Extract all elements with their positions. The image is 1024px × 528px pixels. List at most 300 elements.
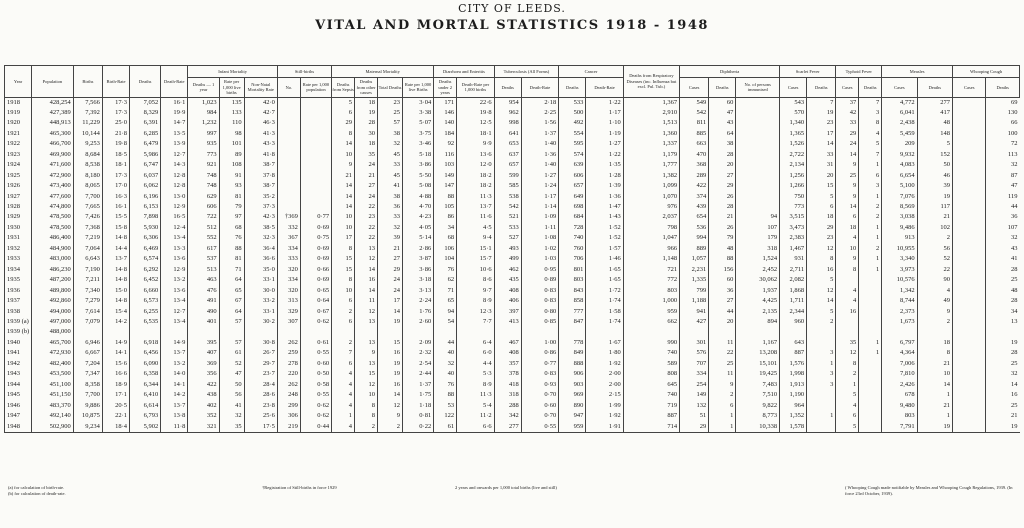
table-cell: 778 bbox=[559, 338, 586, 348]
table-cell: 21 bbox=[709, 212, 736, 222]
table-cell: 332 bbox=[277, 223, 300, 233]
table-cell: 606 bbox=[559, 171, 586, 181]
table-cell: 1,524 bbox=[736, 254, 780, 264]
table-cell: 3,973 bbox=[882, 265, 917, 275]
table-cell: 88 bbox=[434, 390, 457, 400]
table-cell: 13 bbox=[355, 359, 378, 369]
column-header: Non-Natal Mortality Rate bbox=[244, 78, 277, 98]
table-cell: 3·86 bbox=[402, 265, 433, 275]
table-cell bbox=[953, 327, 986, 337]
table-cell: 2·00 bbox=[586, 380, 624, 390]
table-cell: 41 bbox=[377, 181, 402, 191]
table-cell: 1948 bbox=[5, 422, 32, 433]
table-cell: 16 bbox=[836, 307, 859, 317]
table-cell: 2,134 bbox=[780, 160, 807, 170]
table-cell: 451,100 bbox=[32, 380, 74, 390]
table-cell: 289 bbox=[680, 171, 709, 181]
table-cell: 1927 bbox=[5, 192, 32, 202]
table-cell: 2 bbox=[917, 233, 952, 243]
table-cell: 1923 bbox=[5, 150, 32, 160]
table-cell: 0·70 bbox=[521, 390, 559, 400]
table-cell: 976 bbox=[623, 202, 679, 212]
table-cell: 24 bbox=[377, 286, 402, 296]
table-cell: 43 bbox=[709, 118, 736, 128]
table-cell: 8,684 bbox=[73, 150, 102, 160]
table-cell: 9,886 bbox=[73, 401, 102, 411]
table-cell: 486,400 bbox=[32, 233, 74, 243]
table-cell: 68 bbox=[219, 223, 244, 233]
table-cell: 2,135 bbox=[736, 307, 780, 317]
table-cell: 10,875 bbox=[73, 411, 102, 421]
table-cell: 5·07 bbox=[402, 118, 433, 128]
table-cell: 47 bbox=[986, 181, 1020, 191]
table-cell: 0·61 bbox=[300, 338, 331, 348]
table-cell: 1928 bbox=[5, 202, 32, 212]
table-cell: 4 bbox=[332, 380, 355, 390]
table-cell: 2 bbox=[332, 338, 355, 348]
table-cell: 1919 bbox=[5, 108, 32, 118]
table-cell: 8 bbox=[355, 401, 378, 411]
table-cell: 7,347 bbox=[73, 369, 102, 379]
table-cell: 262 bbox=[277, 338, 300, 348]
table-cell: 342 bbox=[494, 411, 521, 421]
table-cell: 8,329 bbox=[130, 108, 161, 118]
table-cell: 0·60 bbox=[300, 359, 331, 369]
table-cell bbox=[300, 327, 331, 337]
table-cell: 13·4 bbox=[161, 233, 188, 243]
table-cell: 8·9 bbox=[457, 380, 495, 390]
table-cell bbox=[680, 327, 709, 337]
table-cell: 1,266 bbox=[780, 181, 807, 191]
table-cell: 969 bbox=[559, 390, 586, 400]
table-cell: 41 bbox=[986, 254, 1020, 264]
table-cell: 3·86 bbox=[402, 160, 433, 170]
table-cell: 25·0 bbox=[102, 118, 129, 128]
table-cell: 352 bbox=[188, 411, 219, 421]
table-row bbox=[5, 108, 1020, 118]
table-cell: 474,800 bbox=[32, 202, 74, 212]
table-cell: 2·15 bbox=[586, 390, 624, 400]
table-cell: 15,101 bbox=[736, 359, 780, 369]
table-cell: 8,358 bbox=[73, 380, 102, 390]
table-cell bbox=[859, 401, 882, 411]
table-cell: 147 bbox=[434, 181, 457, 191]
table-cell: 499 bbox=[494, 254, 521, 264]
table-cell: 427,389 bbox=[32, 108, 74, 118]
column-header: Deaths bbox=[559, 78, 586, 98]
table-cell: 921 bbox=[188, 160, 219, 170]
table-cell: 1·92 bbox=[586, 411, 624, 421]
table-cell: 1·19 bbox=[586, 129, 624, 139]
table-cell: 14 bbox=[836, 202, 859, 212]
table-cell: 38 bbox=[377, 129, 402, 139]
table-cell: 554 bbox=[559, 129, 586, 139]
table-cell: 22 bbox=[917, 265, 952, 275]
table-cell: 65 bbox=[434, 296, 457, 306]
table-cell: 684 bbox=[559, 212, 586, 222]
table-cell: 14·8 bbox=[102, 233, 129, 243]
table-cell bbox=[102, 327, 129, 337]
table-cell: 0·60 bbox=[521, 401, 559, 411]
table-cell: 299 bbox=[277, 401, 300, 411]
table-cell: 20·5 bbox=[102, 401, 129, 411]
table-cell bbox=[277, 327, 300, 337]
table-cell: 533 bbox=[559, 97, 586, 108]
table-cell: 30·2 bbox=[244, 317, 277, 327]
table-cell: 9·4 bbox=[457, 233, 495, 243]
table-cell: 9 bbox=[917, 307, 952, 317]
column-header: Deaths bbox=[494, 78, 521, 98]
table-cell: 417 bbox=[917, 108, 952, 118]
table-cell: 1,578 bbox=[780, 422, 807, 433]
table-cell: 6,255 bbox=[130, 307, 161, 317]
table-cell bbox=[953, 411, 986, 421]
table-cell: 97 bbox=[219, 212, 244, 222]
table-cell bbox=[859, 286, 882, 296]
table-cell: 1 bbox=[709, 422, 736, 433]
table-cell: 46·3 bbox=[244, 118, 277, 128]
table-cell: 0·67 bbox=[300, 307, 331, 317]
table-cell: 1938 bbox=[5, 307, 32, 317]
table-cell: 9,480 bbox=[882, 401, 917, 411]
table-cell bbox=[953, 307, 986, 317]
table-cell: 1930 bbox=[5, 223, 32, 233]
table-cell: 453,500 bbox=[32, 369, 74, 379]
table-cell: 60 bbox=[709, 275, 736, 285]
table-cell: 45 bbox=[377, 171, 402, 181]
table-cell: 35·0 bbox=[244, 265, 277, 275]
table-cell: 639 bbox=[559, 160, 586, 170]
table-cell: 1 bbox=[859, 265, 882, 275]
table-cell: 847 bbox=[559, 317, 586, 327]
table-cell: 19 bbox=[807, 108, 836, 118]
table-row bbox=[5, 338, 1020, 348]
table-cell: 25·6 bbox=[244, 411, 277, 421]
table-cell: 2·54 bbox=[402, 359, 433, 369]
table-cell: 14 bbox=[332, 202, 355, 212]
table-cell: 14 bbox=[836, 150, 859, 160]
table-cell: 15 bbox=[355, 369, 378, 379]
table-cell: 5·14 bbox=[402, 233, 433, 243]
table-cell: 334 bbox=[277, 275, 300, 285]
table-cell: 728 bbox=[559, 223, 586, 233]
table-cell: 71 bbox=[434, 286, 457, 296]
table-cell: 29 bbox=[332, 118, 355, 128]
table-cell: 28·4 bbox=[244, 380, 277, 390]
table-cell: 4 bbox=[836, 233, 859, 243]
table-cell bbox=[953, 317, 986, 327]
table-cell: 6,667 bbox=[73, 348, 102, 358]
table-cell: 21 bbox=[917, 401, 952, 411]
table-cell: 28 bbox=[986, 265, 1020, 275]
table-cell: 552 bbox=[188, 233, 219, 243]
table-cell bbox=[953, 296, 986, 306]
table-cell: 599 bbox=[494, 171, 521, 181]
table-cell: 0·70 bbox=[521, 411, 559, 421]
table-cell: 483,000 bbox=[32, 254, 74, 264]
table-cell: 25 bbox=[986, 401, 1020, 411]
table-cell: 374 bbox=[680, 192, 709, 202]
table-cell: 9,932 bbox=[882, 150, 917, 160]
table-cell: 570 bbox=[780, 108, 807, 118]
table-cell: 18 bbox=[355, 139, 378, 149]
table-cell: 259 bbox=[277, 348, 300, 358]
table-cell bbox=[355, 327, 378, 337]
table-cell: 18 bbox=[836, 223, 859, 233]
table-cell: 65 bbox=[219, 286, 244, 296]
table-cell: 61 bbox=[219, 348, 244, 358]
table-cell: 92 bbox=[434, 139, 457, 149]
table-cell: 803 bbox=[882, 411, 917, 421]
table-cell: 606 bbox=[188, 202, 219, 212]
table-cell: 1 bbox=[836, 380, 859, 390]
table-cell: 5·50 bbox=[402, 171, 433, 181]
table-cell: 513 bbox=[188, 265, 219, 275]
table-cell: 13·6 bbox=[161, 254, 188, 264]
table-cell: 1932 bbox=[5, 244, 32, 254]
table-cell: 406 bbox=[494, 296, 521, 306]
table-cell: 0·95 bbox=[521, 265, 559, 275]
table-cell: 14 bbox=[332, 139, 355, 149]
table-cell: 1 bbox=[807, 359, 836, 369]
table-cell: 19·9 bbox=[161, 108, 188, 118]
table-cell: 12 bbox=[355, 307, 378, 317]
table-cell bbox=[953, 171, 986, 181]
table-cell: 1·46 bbox=[586, 254, 624, 264]
table-cell bbox=[736, 181, 780, 191]
table-cell bbox=[953, 233, 986, 243]
table-cell: 2,910 bbox=[623, 108, 679, 118]
table-row bbox=[5, 171, 1020, 181]
column-header: Cases bbox=[780, 78, 807, 98]
table-cell: 30 bbox=[355, 129, 378, 139]
table-cell: 2·60 bbox=[402, 317, 433, 327]
table-cell: 14·8 bbox=[102, 265, 129, 275]
table-cell: 11 bbox=[709, 369, 736, 379]
table-cell: 1,148 bbox=[623, 254, 679, 264]
table-cell: 9·9 bbox=[457, 139, 495, 149]
table-cell: 60 bbox=[709, 97, 736, 108]
table-cell: 8 bbox=[332, 129, 355, 139]
table-cell: 10 bbox=[836, 244, 859, 254]
table-cell: 5,930 bbox=[130, 223, 161, 233]
table-cell: 4 bbox=[332, 390, 355, 400]
table-cell: 66 bbox=[986, 118, 1020, 128]
table-cell: 428,254 bbox=[32, 97, 74, 108]
table-cell bbox=[736, 129, 780, 139]
table-cell: 0·89 bbox=[521, 275, 559, 285]
table-cell: 76 bbox=[434, 265, 457, 275]
table-cell: 483,370 bbox=[32, 401, 74, 411]
table-cell: 549 bbox=[680, 97, 709, 108]
table-cell: 2 bbox=[836, 369, 859, 379]
table-cell: 6,041 bbox=[882, 108, 917, 118]
table-cell: 1·72 bbox=[586, 286, 624, 296]
table-cell: 801 bbox=[559, 265, 586, 275]
table-cell: 1·40 bbox=[521, 139, 559, 149]
table-cell: 72 bbox=[986, 139, 1020, 149]
table-cell: 397 bbox=[494, 307, 521, 317]
table-cell: 497,000 bbox=[32, 317, 74, 327]
table-row bbox=[5, 275, 1020, 285]
table-cell: 6,285 bbox=[130, 129, 161, 139]
table-cell: 1·35 bbox=[586, 160, 624, 170]
table-cell: 6,643 bbox=[73, 254, 102, 264]
table-row bbox=[5, 223, 1020, 233]
table-cell: 6,391 bbox=[130, 118, 161, 128]
table-cell: 28 bbox=[986, 348, 1020, 358]
table-cell: 408 bbox=[494, 348, 521, 358]
table-cell: 964 bbox=[780, 401, 807, 411]
table-cell: 913 bbox=[882, 233, 917, 243]
column-header: Death-Rate bbox=[521, 78, 559, 98]
table-cell bbox=[161, 327, 188, 337]
table-cell: 402 bbox=[188, 401, 219, 411]
table-cell: 966 bbox=[623, 244, 679, 254]
table-cell: 1929 bbox=[5, 212, 32, 222]
table-cell bbox=[300, 181, 331, 191]
table-cell: 422 bbox=[680, 181, 709, 191]
table-cell: 463 bbox=[188, 275, 219, 285]
table-cell bbox=[736, 192, 780, 202]
table-cell: 313 bbox=[277, 296, 300, 306]
table-cell: 740 bbox=[623, 348, 679, 358]
table-cell: 9 bbox=[377, 411, 402, 421]
table-cell: 45 bbox=[377, 150, 402, 160]
table-cell: 11 bbox=[355, 296, 378, 306]
table-row bbox=[5, 422, 1020, 433]
table-cell: 3,340 bbox=[882, 254, 917, 264]
table-cell bbox=[953, 359, 986, 369]
table-cell: 6 bbox=[332, 317, 355, 327]
table-cell: 16 bbox=[986, 390, 1020, 400]
table-cell: 941 bbox=[680, 307, 709, 317]
table-cell: 9 bbox=[709, 380, 736, 390]
table-cell bbox=[859, 275, 882, 285]
table-cell: 1·08 bbox=[521, 233, 559, 243]
table-cell: 209 bbox=[882, 139, 917, 149]
table-cell: 12·9 bbox=[161, 265, 188, 275]
table-cell: 11,229 bbox=[73, 118, 102, 128]
table-cell: 465,300 bbox=[32, 129, 74, 139]
table-cell: 116 bbox=[434, 150, 457, 160]
column-header: Rate per 1,000 live births bbox=[219, 78, 244, 98]
table-cell: 20 bbox=[807, 171, 836, 181]
table-cell: 15·7 bbox=[457, 254, 495, 264]
table-cell: 1 bbox=[807, 411, 836, 421]
table-cell: 14 bbox=[807, 139, 836, 149]
table-cell: 0·77 bbox=[300, 212, 331, 222]
column-header: Year bbox=[5, 66, 32, 98]
table-cell: 19 bbox=[986, 338, 1020, 348]
table-cell bbox=[494, 327, 521, 337]
table-cell: 477,600 bbox=[32, 192, 74, 202]
table-cell: 25 bbox=[709, 359, 736, 369]
table-cell: 1926 bbox=[5, 181, 32, 191]
table-cell bbox=[736, 150, 780, 160]
table-cell: 356 bbox=[188, 369, 219, 379]
table-cell: 15 bbox=[332, 265, 355, 275]
table-cell: 57 bbox=[219, 338, 244, 348]
table-cell: 7,665 bbox=[73, 202, 102, 212]
table-cell: 8 bbox=[807, 254, 836, 264]
table-cell: 2,082 bbox=[780, 275, 807, 285]
table-cell: 6,196 bbox=[130, 192, 161, 202]
table-cell: 4 bbox=[836, 296, 859, 306]
table-cell: 0·69 bbox=[300, 275, 331, 285]
table-cell: 585 bbox=[494, 181, 521, 191]
table-cell: 1·58 bbox=[586, 307, 624, 317]
table-cell: 1·43 bbox=[586, 212, 624, 222]
table-cell: 4,425 bbox=[736, 296, 780, 306]
table-cell: 37·3 bbox=[244, 202, 277, 212]
table-cell: 1 bbox=[859, 348, 882, 358]
table-cell: 132 bbox=[680, 401, 709, 411]
table-cell: 9 bbox=[836, 160, 859, 170]
table-cell: 1941 bbox=[5, 348, 32, 358]
table-cell: 719 bbox=[623, 401, 679, 411]
table-cell: 16·1 bbox=[161, 97, 188, 108]
group-header: Measles bbox=[882, 66, 953, 78]
table-cell: 28·6 bbox=[244, 390, 277, 400]
table-cell: 15·0 bbox=[102, 286, 129, 296]
table-cell: 10 bbox=[332, 223, 355, 233]
table-cell: 320 bbox=[277, 265, 300, 275]
table-row bbox=[5, 359, 1020, 369]
table-cell: 1,576 bbox=[780, 359, 807, 369]
table-cell: 407 bbox=[188, 348, 219, 358]
column-header: Rate per 1,000 live Births bbox=[402, 78, 433, 98]
table-row bbox=[5, 327, 1020, 337]
table-cell: 0·22 bbox=[402, 422, 433, 433]
table-cell: 10 bbox=[332, 212, 355, 222]
table-cell: 0·50 bbox=[300, 369, 331, 379]
table-cell: 2,231 bbox=[680, 265, 709, 275]
table-cell: 14 bbox=[377, 307, 402, 317]
table-cell: 23 bbox=[807, 118, 836, 128]
table-cell: 23·8 bbox=[244, 401, 277, 411]
table-cell: 1·37 bbox=[402, 380, 433, 390]
table-cell: 23 bbox=[377, 97, 402, 108]
table-cell: 21 bbox=[377, 244, 402, 254]
table-cell: 12 bbox=[836, 348, 859, 358]
table-cell: 494,000 bbox=[32, 307, 74, 317]
table-cell: 48 bbox=[709, 244, 736, 254]
table-cell bbox=[300, 129, 331, 139]
table-cell bbox=[736, 97, 780, 108]
table-row bbox=[5, 348, 1020, 358]
table-cell: 32 bbox=[377, 223, 402, 233]
table-cell: 1·92 bbox=[586, 359, 624, 369]
table-cell: 4 bbox=[859, 129, 882, 139]
table-cell: 629 bbox=[188, 192, 219, 202]
table-cell bbox=[953, 369, 986, 379]
table-cell: 33·1 bbox=[244, 275, 277, 285]
table-cell: 94 bbox=[736, 212, 780, 222]
table-cell: 4 bbox=[332, 422, 355, 433]
table-cell: 301 bbox=[680, 338, 709, 348]
table-cell bbox=[953, 286, 986, 296]
table-cell: 476 bbox=[188, 286, 219, 296]
table-cell: 18·2 bbox=[457, 171, 495, 181]
table-cell: 12 bbox=[355, 254, 378, 264]
table-cell: 422 bbox=[188, 380, 219, 390]
table-cell bbox=[807, 338, 836, 348]
table-cell: 484,900 bbox=[32, 244, 74, 254]
table-cell: 1944 bbox=[5, 380, 32, 390]
table-cell: 28 bbox=[709, 202, 736, 212]
table-cell: 4·23 bbox=[402, 212, 433, 222]
